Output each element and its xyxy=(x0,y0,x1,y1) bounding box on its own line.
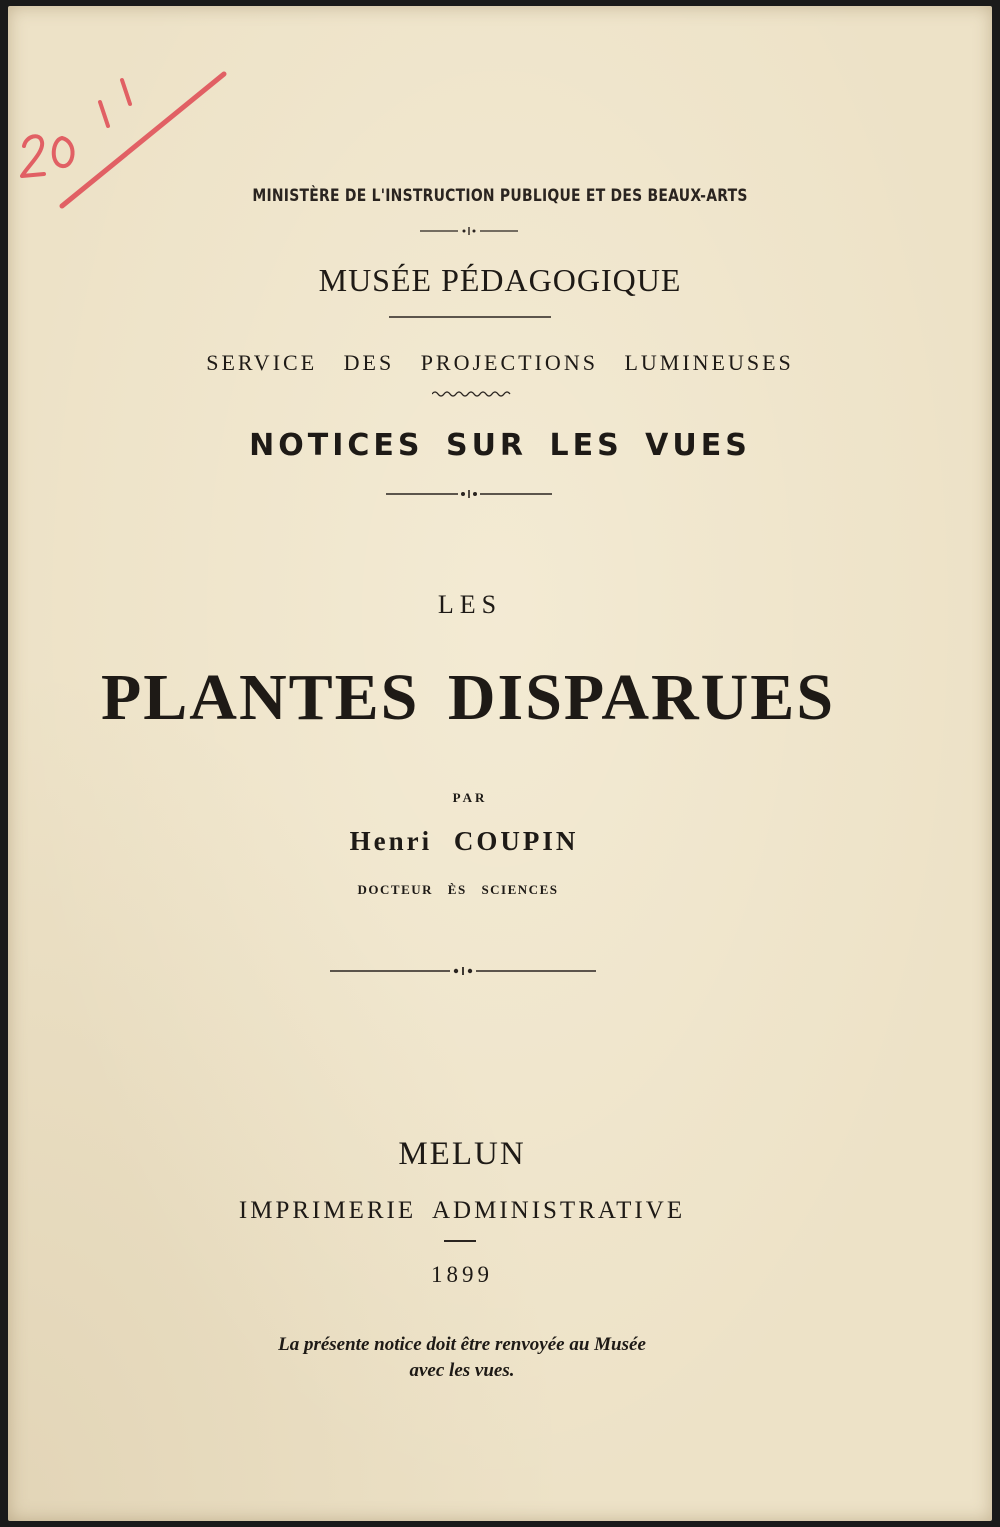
author-credential: DOCTEUR ÈS SCIENCES xyxy=(357,882,559,897)
series-heading: NOTICES SUR LES VUES xyxy=(249,428,751,463)
ornament-divider xyxy=(420,224,520,238)
divider-line xyxy=(389,314,551,320)
ornament-divider xyxy=(386,487,552,501)
return-notice-line-2: avec les vues. xyxy=(409,1360,515,1381)
document-title: PLANTES DISPARUES xyxy=(100,661,836,734)
wavy-divider xyxy=(432,389,514,399)
imprint-year: 1899 xyxy=(431,1262,493,1287)
divider-line xyxy=(444,1238,476,1244)
museum-heading: MUSÉE PÉDAGOGIQUE xyxy=(318,262,682,298)
ministry-heading: MINISTÈRE DE L'INSTRUCTION PUBLIQUE ET DES BEAUX-ARTS xyxy=(252,186,748,206)
service-heading: SERVICE DES PROJECTIONS LUMINEUSES xyxy=(206,350,794,375)
author-name: Henri COUPIN xyxy=(349,826,579,856)
title-article: LES xyxy=(437,590,503,619)
imprint-city: MELUN xyxy=(398,1136,526,1172)
ornament-divider xyxy=(330,964,596,978)
return-notice-line-1: La présente notice doit être renvoyée au Musée xyxy=(278,1334,646,1355)
imprint-printer: IMPRIMERIE ADMINISTRATIVE xyxy=(238,1197,686,1224)
byline-label: PAR xyxy=(452,790,488,805)
